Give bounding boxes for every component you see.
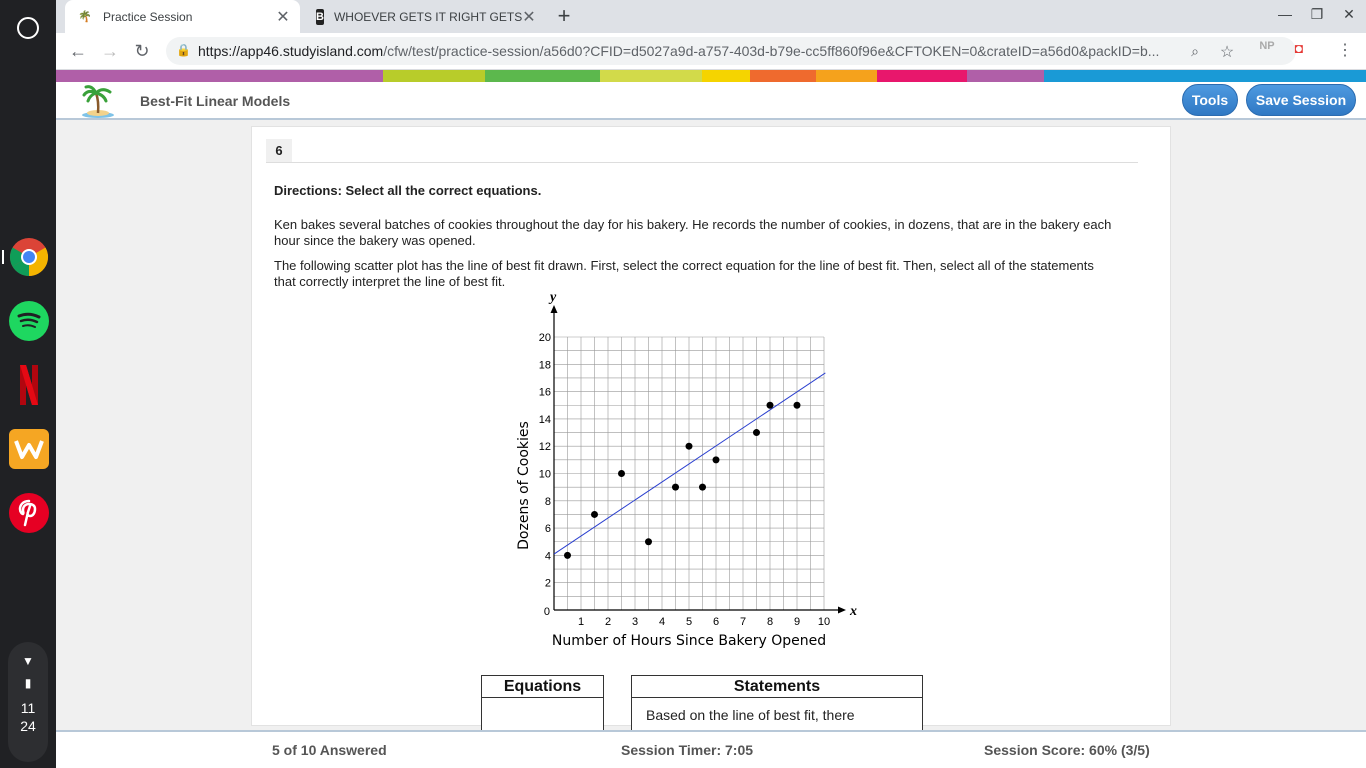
os-shelf bbox=[0, 0, 56, 768]
equations-box bbox=[481, 675, 604, 735]
browser-toolbar bbox=[56, 33, 1366, 70]
question-number: 6 bbox=[266, 139, 292, 163]
y-tick-label: 6 bbox=[544, 523, 551, 536]
save-session-button[interactable] bbox=[1246, 84, 1356, 116]
bookmark-star-icon[interactable]: ☆ bbox=[1219, 44, 1235, 61]
netflix-app-icon[interactable] bbox=[9, 365, 49, 405]
zoom-icon[interactable]: ⌕ bbox=[1191, 43, 1199, 59]
tools-button[interactable] bbox=[1182, 84, 1238, 116]
study-island-logo-icon bbox=[80, 83, 116, 119]
close-tab-icon[interactable]: ✕ bbox=[276, 8, 290, 26]
x-tick-label: 2 bbox=[604, 616, 612, 628]
lock-icon: 🔒 bbox=[176, 43, 191, 57]
x-axis-label: Number of Hours Since Bakery Opened bbox=[551, 633, 827, 649]
statements-header: Statements bbox=[632, 676, 922, 698]
answered-count: 5 of 10 Answered bbox=[272, 742, 387, 758]
active-app-indicator bbox=[2, 250, 4, 264]
session-score: Session Score: 60% (3/5) bbox=[984, 742, 1150, 758]
y-tick-label: 20 bbox=[538, 332, 551, 344]
x-tick-label: 5 bbox=[685, 616, 693, 628]
close-window-icon[interactable]: ✕ bbox=[1343, 6, 1355, 22]
directions-text: Directions: Select all the correct equations. bbox=[274, 183, 542, 198]
divider bbox=[266, 162, 1138, 163]
data-point bbox=[686, 443, 693, 450]
wattpad-icon bbox=[14, 438, 44, 460]
y-tick-label: 18 bbox=[538, 359, 551, 372]
data-point bbox=[618, 470, 625, 477]
spotify-icon bbox=[17, 312, 41, 330]
tab-practice-session[interactable] bbox=[65, 0, 300, 33]
pinterest-app-icon[interactable] bbox=[9, 493, 49, 533]
statement-option[interactable]: Based on the line of best fit, there bbox=[646, 707, 855, 723]
back-arrow-icon[interactable]: ← bbox=[69, 41, 87, 61]
data-point bbox=[564, 552, 571, 559]
x-tick-label: 10 bbox=[817, 616, 831, 628]
scatter-plot-svg bbox=[512, 290, 872, 649]
x-tick-label: 1 bbox=[577, 616, 585, 628]
data-point bbox=[753, 429, 760, 436]
data-point bbox=[699, 484, 706, 491]
question-paragraph-2: The following scatter plot has the line of best fit drawn. First, select the correct equation for the line of best fit. Then, select all of the statements that correctly interpret the line of best fit. bbox=[274, 258, 1094, 289]
close-tab-icon[interactable]: ✕ bbox=[522, 8, 536, 26]
tab-title: WHOEVER GETS IT RIGHT GETS bbox=[333, 9, 523, 24]
y-tick-label: 14 bbox=[538, 413, 551, 426]
palm-tree-icon: 🌴 bbox=[78, 11, 92, 23]
url-text: https://app46.studyisland.com/cfw/test/practice-session/a56d0?CFID=d5027a9d-a757-403d-b79e-cc5ff860f96e&CFTOKEN=0&crateID=a56d0&packID=b... bbox=[198, 43, 1160, 59]
y-tick-label: 16 bbox=[538, 386, 551, 399]
session-footer bbox=[56, 730, 1366, 768]
restore-icon[interactable]: ❐ bbox=[1310, 6, 1324, 22]
save-session-label: Save Session bbox=[1255, 92, 1347, 108]
question-card bbox=[251, 126, 1171, 726]
y-tick-label: 10 bbox=[538, 468, 551, 481]
session-timer: Session Timer: 7:05 bbox=[621, 742, 754, 758]
lesson-title: Best-Fit Linear Models bbox=[140, 93, 291, 109]
y-tick-label: 2 bbox=[544, 577, 551, 590]
pinterest-icon bbox=[18, 499, 40, 527]
y-axis-label: Dozens of Cookies bbox=[516, 421, 532, 550]
reload-icon[interactable]: ↻ bbox=[134, 41, 150, 61]
launcher-button[interactable] bbox=[17, 17, 39, 39]
x-tick-label: 6 bbox=[712, 616, 720, 628]
y-tick-label: 4 bbox=[544, 550, 551, 563]
minimize-icon[interactable]: — bbox=[1278, 6, 1292, 22]
battery-icon: ▮ bbox=[24, 676, 32, 690]
x-tick-label: 7 bbox=[739, 616, 747, 628]
x-axis-arrow bbox=[838, 607, 846, 614]
system-tray[interactable] bbox=[8, 642, 48, 762]
data-point bbox=[713, 456, 720, 463]
y-axis-letter: y bbox=[550, 290, 557, 305]
x-tick-label: 9 bbox=[793, 616, 801, 628]
y-tick-label: 8 bbox=[544, 495, 551, 508]
brainly-icon: B bbox=[316, 10, 324, 23]
address-bar[interactable] bbox=[166, 37, 1296, 65]
site-header bbox=[56, 82, 1366, 120]
clock-hour: 11 bbox=[20, 700, 36, 716]
tab-title: Practice Session bbox=[103, 9, 193, 24]
new-tab-button[interactable]: + bbox=[557, 3, 571, 28]
np-extension-icon[interactable]: NP bbox=[1259, 40, 1275, 52]
equations-header: Equations bbox=[482, 676, 603, 698]
data-point bbox=[672, 484, 679, 491]
data-point bbox=[767, 402, 774, 409]
tab-bar bbox=[56, 0, 1366, 33]
question-paragraph-1: Ken bakes several batches of cookies throughout the day for his bakery. He records the number of cookies, in dozens, that are in the bakery each hour since the bakery was opened. bbox=[274, 217, 1112, 248]
content-area bbox=[56, 120, 1366, 730]
statements-box bbox=[631, 675, 923, 735]
spotify-app-icon[interactable] bbox=[9, 301, 49, 341]
tools-label: Tools bbox=[1191, 92, 1229, 108]
pocket-extension-icon[interactable]: ◘ bbox=[1294, 40, 1304, 56]
data-point bbox=[794, 402, 801, 409]
chrome-icon bbox=[9, 237, 49, 277]
clock-minute: 24 bbox=[20, 718, 36, 734]
forward-arrow-icon[interactable]: → bbox=[101, 41, 119, 61]
tab-brainly[interactable] bbox=[304, 0, 536, 33]
netflix-icon bbox=[17, 365, 41, 405]
scatter-plot bbox=[512, 290, 872, 649]
y-tick-label: 12 bbox=[538, 441, 551, 454]
y-axis-arrow bbox=[551, 305, 558, 313]
x-tick-label: 3 bbox=[631, 616, 639, 628]
wattpad-app-icon[interactable] bbox=[9, 429, 49, 469]
wifi-icon: ▼ bbox=[22, 654, 34, 668]
color-stripe bbox=[56, 70, 1366, 82]
x-axis-letter: x bbox=[850, 604, 857, 619]
menu-kebab-icon[interactable]: ⋮ bbox=[1337, 42, 1353, 59]
data-point bbox=[591, 511, 598, 518]
chrome-app-icon[interactable] bbox=[9, 237, 49, 277]
data-point bbox=[645, 538, 652, 545]
x-tick-label: 8 bbox=[766, 616, 774, 628]
x-tick-label: 4 bbox=[658, 616, 666, 628]
origin-label: 0 bbox=[543, 606, 550, 618]
